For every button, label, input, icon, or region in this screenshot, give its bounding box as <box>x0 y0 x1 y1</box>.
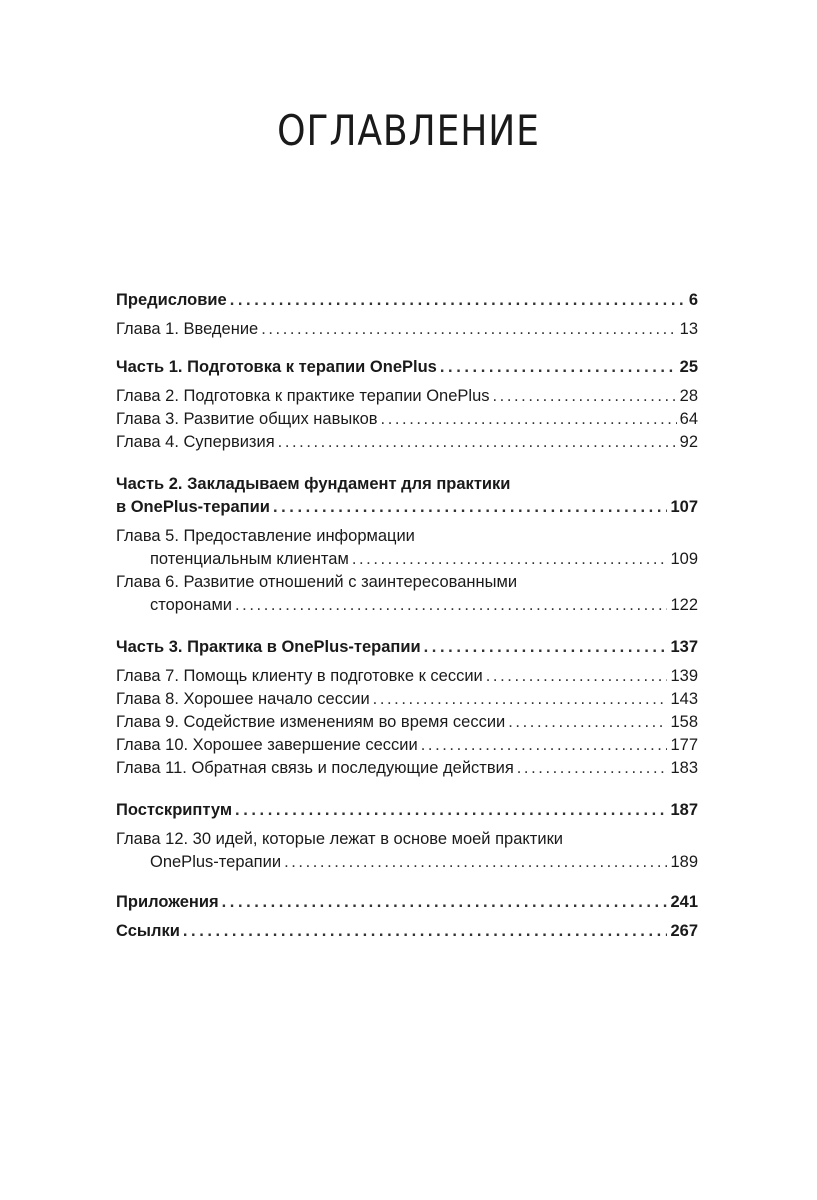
toc-entry-appendices[interactable] <box>116 891 698 914</box>
toc-entry-label-line1: Глава 12. 30 идей, которые лежат в основе моей практики <box>116 830 563 848</box>
toc-entry-preface[interactable] <box>116 289 698 312</box>
page-title: ОГЛАВЛЕНИЕ <box>277 106 540 155</box>
toc-group-part-2 <box>116 473 698 617</box>
toc-leader-dots <box>222 891 668 914</box>
toc-entry-page: 241 <box>670 893 698 911</box>
toc-entry-page: 137 <box>670 638 698 656</box>
toc-entry-label: Глава 2. Подготовка к практике терапии OnePlus <box>116 387 490 405</box>
toc-entry-page: 92 <box>679 433 698 451</box>
toc-entry-page: 6 <box>688 291 698 309</box>
toc-leader-dots <box>517 757 668 780</box>
toc-leader-dots <box>261 318 676 341</box>
toc-entry-page: 187 <box>670 801 698 819</box>
toc-entry-chapter-12[interactable] <box>116 828 698 874</box>
toc-entry-chapter-6[interactable] <box>116 571 698 617</box>
toc-entry-label: потенциальным клиентам <box>150 550 349 568</box>
toc-entry-label: Предисловие <box>116 291 227 309</box>
toc-group-references <box>116 920 698 943</box>
toc-entry-chapter-8[interactable] <box>116 688 698 711</box>
toc-leader-dots <box>235 594 667 617</box>
toc-leader-dots <box>373 688 668 711</box>
toc-entry-page: 109 <box>670 550 698 568</box>
toc-entry-chapter-7[interactable] <box>116 665 698 688</box>
toc-entry-chapter-4[interactable] <box>116 431 698 454</box>
toc-leader-dots <box>493 385 677 408</box>
toc-entry-label: сторонами <box>150 596 233 614</box>
toc-entry-label: Часть 3. Практика в OnePlus-терапии <box>116 638 421 656</box>
toc-entry-page: 143 <box>670 690 698 708</box>
toc-leader-dots <box>486 665 668 688</box>
toc-leader-dots <box>508 711 667 734</box>
toc-entry-label: Приложения <box>116 893 219 911</box>
toc-group-postscript <box>116 799 698 874</box>
toc-leader-dots <box>421 734 668 757</box>
toc-entry-label: OnePlus-терапии <box>150 853 282 871</box>
toc-entry-part-1[interactable] <box>116 356 698 379</box>
toc-entry-label: Часть 1. Подготовка к терапии OnePlus <box>116 358 437 376</box>
toc-group-part-3 <box>116 636 698 780</box>
toc-leader-dots <box>381 408 677 431</box>
toc-entry-chapter-1[interactable] <box>116 318 698 341</box>
toc-entry-references[interactable] <box>116 920 698 943</box>
toc-entry-label: Глава 9. Содействие изменениям во время сессии <box>116 713 506 731</box>
toc-entry-label: Глава 4. Супервизия <box>116 433 275 451</box>
toc-entry-label: Глава 1. Введение <box>116 320 259 338</box>
table-of-contents <box>116 289 698 963</box>
toc-entry-label-line1: Часть 2. Закладываем фундамент для практики <box>116 475 511 493</box>
toc-entry-part-3[interactable] <box>116 636 698 659</box>
toc-entry-chapter-5[interactable] <box>116 525 698 571</box>
toc-entry-label: Глава 8. Хорошее начало сессии <box>116 690 370 708</box>
toc-entry-part-2[interactable] <box>116 473 698 519</box>
toc-entry-page: 158 <box>670 713 698 731</box>
toc-entry-page: 189 <box>670 853 698 871</box>
toc-entry-label-line1: Глава 5. Предоставление информации <box>116 527 415 545</box>
toc-entry-page: 177 <box>670 736 698 754</box>
toc-entry-label: Глава 10. Хорошее завершение сессии <box>116 736 418 754</box>
toc-entry-label: Постскриптум <box>116 801 233 819</box>
toc-leader-dots <box>278 431 677 454</box>
toc-entry-page: 267 <box>670 922 698 940</box>
toc-entry-page: 64 <box>679 410 698 428</box>
toc-entry-page: 107 <box>670 498 698 516</box>
toc-group-appendices <box>116 891 698 914</box>
toc-entry-label: Глава 7. Помощь клиенту в подготовке к сессии <box>116 667 483 685</box>
toc-entry-label: Ссылки <box>116 922 180 940</box>
toc-leader-dots <box>352 548 668 571</box>
toc-entry-page: 25 <box>679 358 698 376</box>
toc-entry-label-line1: Глава 6. Развитие отношений с заинтересованными <box>116 573 518 591</box>
toc-entry-chapter-10[interactable] <box>116 734 698 757</box>
toc-entry-page: 183 <box>670 759 698 777</box>
toc-leader-dots <box>440 356 677 379</box>
toc-leader-dots <box>424 636 668 659</box>
toc-leader-dots <box>273 496 668 519</box>
toc-group-part-1 <box>116 356 698 454</box>
toc-entry-label: в OnePlus-терапии <box>116 498 270 516</box>
toc-leader-dots <box>284 851 667 874</box>
toc-entry-label: Глава 3. Развитие общих навыков <box>116 410 378 428</box>
toc-entry-page: 13 <box>679 320 698 338</box>
toc-entry-chapter-11[interactable] <box>116 757 698 780</box>
toc-entry-page: 139 <box>670 667 698 685</box>
toc-leader-dots <box>183 920 668 943</box>
toc-entry-postscript[interactable] <box>116 799 698 822</box>
toc-entry-page: 28 <box>679 387 698 405</box>
toc-entry-page: 122 <box>670 596 698 614</box>
toc-group-preface <box>116 289 698 341</box>
toc-entry-chapter-3[interactable] <box>116 408 698 431</box>
toc-entry-chapter-9[interactable] <box>116 711 698 734</box>
toc-entry-label: Глава 11. Обратная связь и последующие действия <box>116 759 514 777</box>
toc-entry-chapter-2[interactable] <box>116 385 698 408</box>
toc-leader-dots <box>235 799 667 822</box>
toc-leader-dots <box>230 289 686 312</box>
